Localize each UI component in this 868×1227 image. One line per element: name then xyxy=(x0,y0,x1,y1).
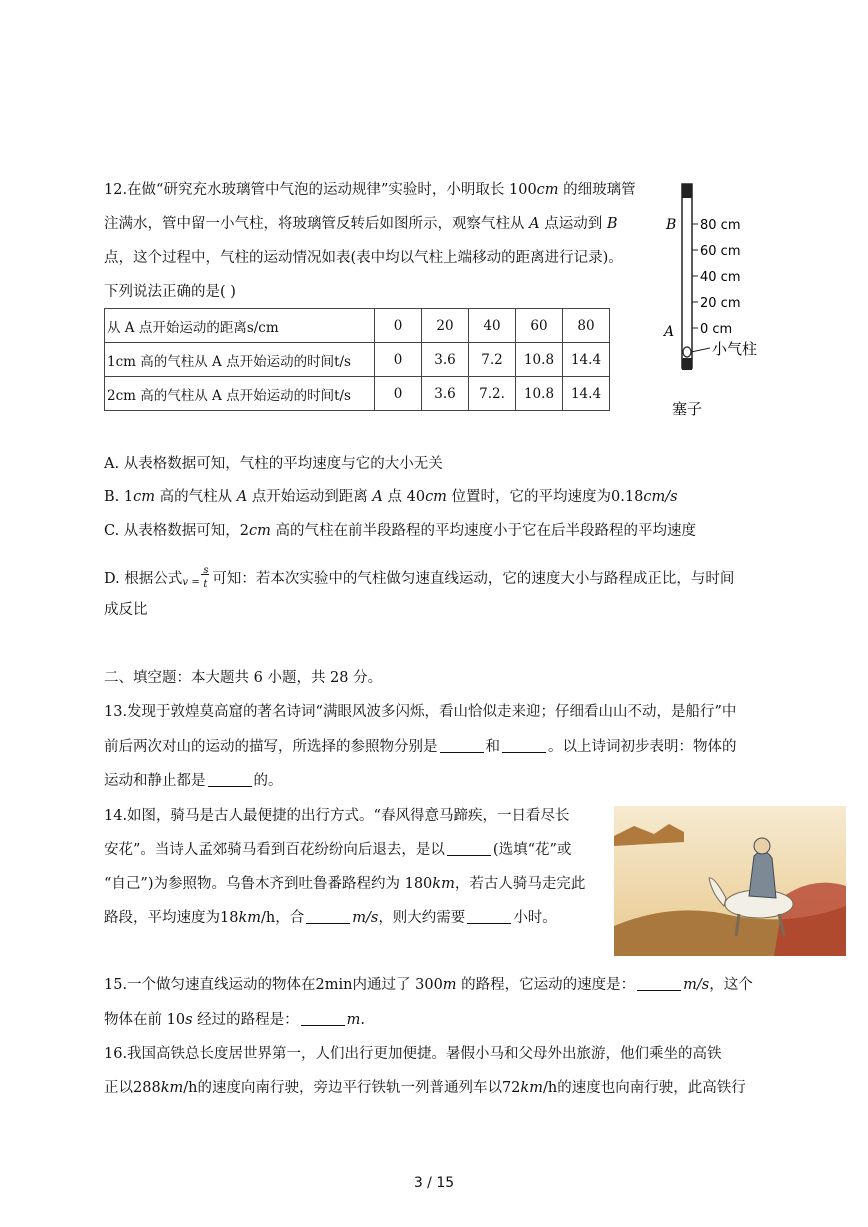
table-cell: 80 xyxy=(563,309,610,343)
q12-option-b: B. 1cm 高的气柱从 A 点开始运动到距离 A 点 40cm 位置时，它的平均速度为0.18cm/s xyxy=(104,489,678,505)
table-row xyxy=(105,343,610,377)
table-cell: 0 xyxy=(375,309,422,343)
q12-option-a: A. 从表格数据可知，气柱的平均速度与它的大小无关 xyxy=(104,456,443,472)
answer-blank[interactable] xyxy=(467,909,511,924)
q13-line3: 运动和静止都是 的。 xyxy=(104,773,283,789)
q13-line1: 13.发现于敦煌莫高窟的著名诗词“满眼风波多闪烁，看山恰似走来迎；仔细看山山不动，是船行”中 xyxy=(104,704,737,720)
table-cell: 7.2. xyxy=(469,377,516,411)
table-cell: 14.4 xyxy=(563,377,610,411)
q13-line2: 前后两次对山的运动的描写，所选择的参照物分别是 和 。以上诗词初步表明：物体的 xyxy=(104,739,737,755)
q14-line2: 安花”。当诗人孟郊骑马看到百花纷纷向后退去，是以 (选填“花”或 xyxy=(104,842,572,858)
table-cell: 60 xyxy=(516,309,563,343)
answer-blank[interactable] xyxy=(440,738,484,753)
table-row-head: 1cm 高的气柱从 A 点开始运动的时间t/s xyxy=(105,343,375,377)
answer-blank[interactable] xyxy=(637,976,681,991)
q14-line3: “自己”)为参照物。乌鲁木齐到吐鲁番路程约为 180km，若古人骑马走完此 xyxy=(104,876,586,892)
table-row-head: 从 A 点开始运动的距离s/cm xyxy=(105,309,375,343)
page-number: 3 / 15 xyxy=(413,1175,455,1191)
answer-blank[interactable] xyxy=(208,772,252,787)
q12-line3: 点，这个过程中，气柱的运动情况如表(表中均以气柱上端移动的距离进行记录)。 xyxy=(104,250,623,266)
stopper xyxy=(682,358,692,370)
mark-80: 80 cm xyxy=(700,218,741,233)
table-cell: 20 xyxy=(422,309,469,343)
air-bubble xyxy=(683,347,691,357)
q14-line1: 14.如图，骑马是古人最便捷的出行方式。“春风得意马蹄疾，一日看尽长 xyxy=(104,808,570,824)
table-row xyxy=(105,377,610,411)
table-row-head: 2cm 高的气柱从 A 点开始运动的时间t/s xyxy=(105,377,375,411)
table-cell: 14.4 xyxy=(563,343,610,377)
glass-tube xyxy=(682,184,692,368)
q12-line2: 注满水，管中留一小气柱，将玻璃管反转后如图所示，观察气柱从 A 点运动到 B xyxy=(104,216,618,232)
velocity-formula: v = s t xyxy=(182,565,209,590)
table-cell: 40 xyxy=(469,309,516,343)
tube-top-cap xyxy=(682,184,692,198)
section-heading: 二、填空题：本大题共 6 小题，共 28 分。 xyxy=(104,670,383,686)
mark-0: 0 cm xyxy=(700,322,733,337)
q12-data-table xyxy=(104,308,610,411)
q12-option-d: D. 根据公式 v = s t 可知：若本次实验中的气柱做匀速直线运动，它的速度大小与路程成正比，与时间 xyxy=(104,565,735,590)
mark-60: 60 cm xyxy=(700,244,741,259)
answer-blank[interactable] xyxy=(447,841,491,856)
table-cell: 7.2 xyxy=(469,343,516,377)
answer-blank[interactable] xyxy=(306,909,350,924)
label-b: B xyxy=(666,217,677,233)
table-cell: 3.6 xyxy=(422,377,469,411)
table-cell: 10.8 xyxy=(516,377,563,411)
mark-20: 20 cm xyxy=(700,296,741,311)
q12-line4: 下列说法正确的是( ) xyxy=(104,284,236,300)
table-cell: 10.8 xyxy=(516,343,563,377)
stopper-label: 塞子 xyxy=(672,400,703,418)
q14-line4: 路段，平均速度为18km/h，合 m/s，则大约需要 小时。 xyxy=(104,910,557,926)
bubble-label: 小气柱 xyxy=(712,340,758,358)
glass-tube-figure xyxy=(660,180,780,430)
q15-line1: 15.一个做匀速直线运动的物体在2min内通过了 300m 的路程，它运动的速度是： m/s，这个 xyxy=(104,977,753,993)
bubble-pointer xyxy=(691,348,710,352)
table-row xyxy=(105,309,610,343)
q12-option-c: C. 从表格数据可知，2cm 高的气柱在前半段路程的平均速度小于它在后半段路程的平均速度 xyxy=(104,523,697,539)
poet-head xyxy=(754,838,770,854)
q12-option-d-cont: 成反比 xyxy=(104,602,148,618)
answer-blank[interactable] xyxy=(301,1011,345,1026)
label-a: A xyxy=(664,324,675,340)
q16-line2: 正以288km/h的速度向南行驶，旁边平行铁轨一列普通列车以72km/h的速度也向南行驶，此高铁行 xyxy=(104,1080,746,1096)
answer-blank[interactable] xyxy=(502,738,546,753)
q16-line1: 16.我国高铁总长度居世界第一，人们出行更加便捷。暑假小马和父母外出旅游，他们乘坐的高铁 xyxy=(104,1046,722,1062)
table-cell: 0 xyxy=(375,377,422,411)
table-cell: 3.6 xyxy=(422,343,469,377)
mark-40: 40 cm xyxy=(700,270,741,285)
poet-on-horse-illustration xyxy=(614,806,846,956)
q15-line2: 物体在前 10s 经过的路程是： m. xyxy=(104,1012,365,1028)
q12-line1: 12.在做“研究充水玻璃管中气泡的运动规律”实验时，小明取长 100cm 的细玻璃管 xyxy=(104,182,636,198)
table-cell: 0 xyxy=(375,343,422,377)
